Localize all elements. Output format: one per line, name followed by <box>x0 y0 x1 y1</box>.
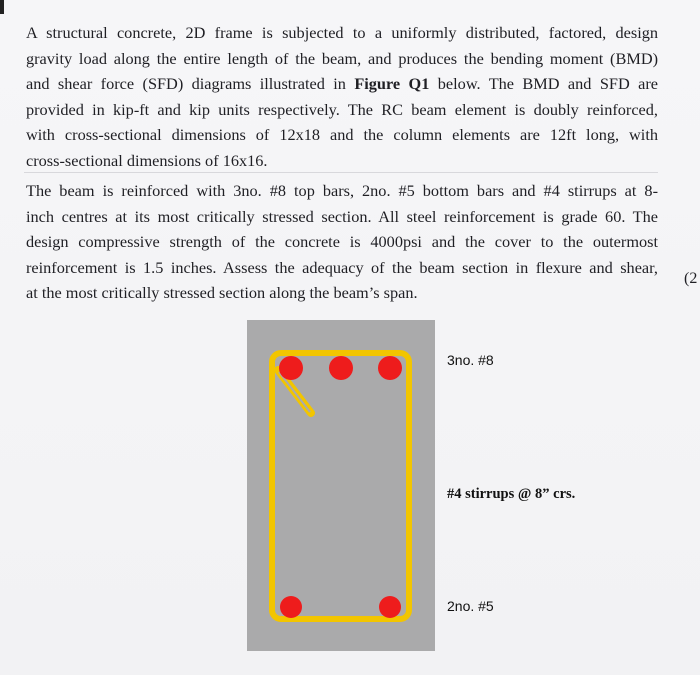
bottom-bars-label: 2no. #5 <box>447 598 494 614</box>
paragraph-line: design compressive strength of the concrete is 4000psi and the cover to the outermost <box>26 232 658 251</box>
figure-reference: Figure Q1 <box>354 74 430 93</box>
stirrups-label: #4 stirrups @ 8” crs. <box>447 486 576 502</box>
page-edge-mark <box>0 0 4 14</box>
bottom-rebar <box>280 596 302 618</box>
top-rebar <box>378 356 402 380</box>
paragraph-line: gravity load along the entire length of the beam, and produces the bending moment (BMD) <box>26 48 658 68</box>
question-paragraph-1 <box>26 20 658 173</box>
marks-indicator: (2 <box>684 270 698 287</box>
paragraph-line: at the most critically stressed section along the beam’s span. <box>26 283 418 302</box>
beam-cross-section <box>247 320 435 651</box>
paragraph-line: with cross-sectional dimensions of 12x18 and the column elements are 12ft long, with <box>26 125 658 144</box>
line-end: below. The BMD and SFD are <box>429 74 658 93</box>
paragraph-line: The beam is reinforced with 3no. #8 top bars, 2no. #5 bottom bars and #4 stirrups at 8- <box>26 181 658 200</box>
top-rebar <box>329 356 353 380</box>
top-bars-label: 3no. #8 <box>447 352 494 368</box>
bottom-rebar <box>379 596 401 618</box>
paragraph-divider <box>24 172 658 173</box>
line-start: and shear force (SFD) diagrams illustrated in <box>26 74 355 93</box>
cross-section-drawing <box>247 320 435 651</box>
paragraph-line: inch centres at its most critically stressed section. All steel reinforcement is grade 60. The <box>26 206 658 226</box>
paragraph-line: cross-sectional dimensions of 16x16. <box>26 150 268 170</box>
top-rebar <box>279 356 303 380</box>
paragraph-line: provided in kip-ft and kip units respectively. The RC beam element is doubly reinforced, <box>26 99 658 119</box>
paragraph-line: reinforcement is 1.5 inches. Assess the adequacy of the beam section in flexure and shear, <box>26 257 658 277</box>
paragraph-line <box>26 71 658 97</box>
paragraph-line: A structural concrete, 2D frame is subjected to a uniformly distributed, factored, design <box>26 23 658 42</box>
question-paragraph-2 <box>26 178 658 306</box>
